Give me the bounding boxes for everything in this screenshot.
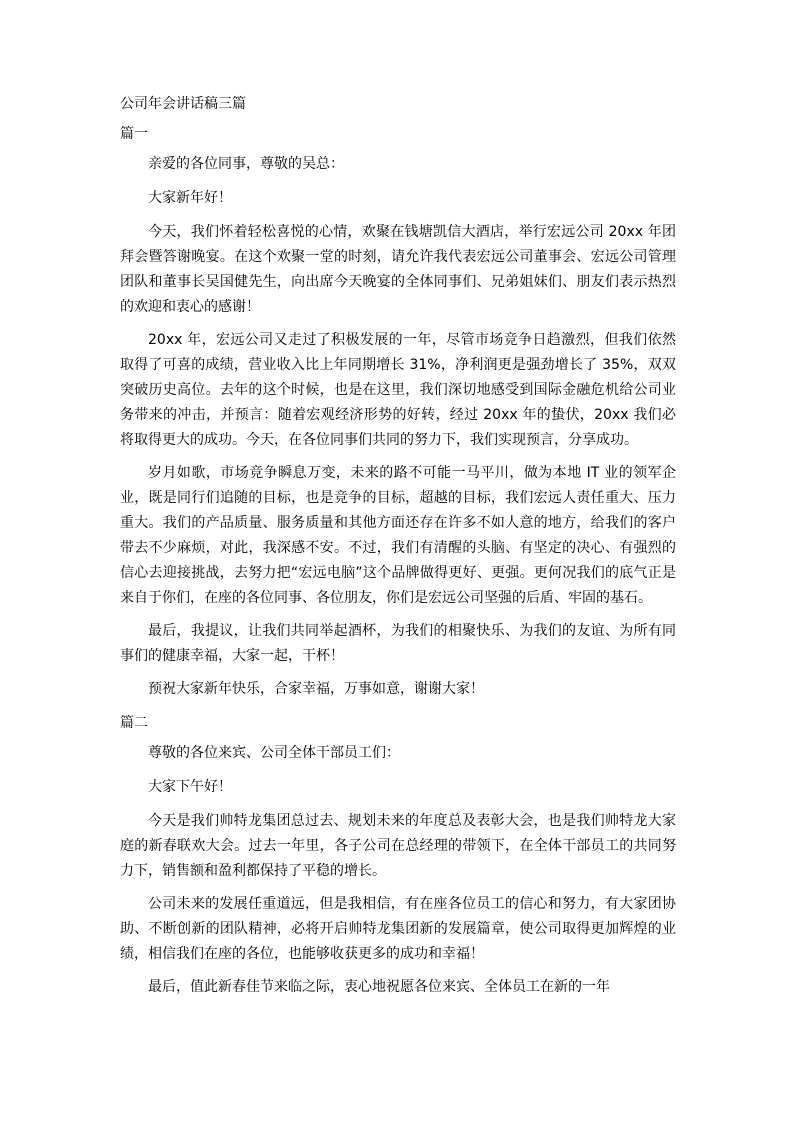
section-1-new-year-greeting: 大家新年好！ — [148, 190, 232, 206]
section-1-greeting: 亲爱的各位同事，尊敬的吴总： — [148, 156, 344, 172]
section-1-paragraph-challenges: 岁月如歌，市场竞争瞬息万变，未来的路不可能一马平川，做为本地 IT 业的领军企业，既是同行们追随的目标，也是竞争的目标，超越的目标，我们宏远人责任重大、压力重大。我们的产品质量、服务质量和其他方面还存在许多不如人意的地方，给我们的客户带去不少麻烦，对此，我深感不安。不过，我们有清醒的头脑、有坚定的决心、有强烈的信心去迎接挑战，去努力把“宏远电脑”这个品牌做得更好、更强。更何况我们的底气正是来自于你们，在座的各位同事、各位朋友，你们是宏远公司坚强的后盾、牢固的基石。 — [120, 465, 676, 606]
section-1-paragraph-toast: 最后，我提议，让我们共同举起酒杯，为我们的相聚快乐、为我们的友谊、为所有同事们的健康幸福，大家一起，干杯！ — [120, 623, 676, 664]
section-1-paragraph-welcome: 今天，我们怀着轻松喜悦的心情，欢聚在钱塘凯信大酒店，举行宏远公司 20xx 年团拜会暨答谢晚宴。在这个欢聚一堂的时刻，请允许我代表宏远公司董事会、宏远公司管理团队和董事长吴国健先生，向出席今天晚宴的全体同事们、兄弟姐妹们、朋友们表示热烈的欢迎和衷心的感谢！ — [120, 224, 676, 315]
section-2-paragraph-future: 公司未来的发展任重道远，但是我相信，有在座各位员工的信心和努力，有大家团协助、不断创新的团队精神，必将开启帅特龙集团新的发展篇章，使公司取得更加辉煌的业绩，相信我们在座的各位，也能够收获更多的成功和幸福！ — [120, 896, 676, 962]
section-2-greeting: 尊敬的各位来宾、公司全体干部员工们： — [148, 745, 400, 761]
section-1-paragraph-closing: 预祝大家新年快乐，合家幸福，万事如意，谢谢大家！ — [148, 681, 484, 697]
section-1 — [120, 122, 676, 702]
section-2-paragraph-review: 今天是我们帅特龙集团总过去、规划未来的年度总及表彰大会，也是我们帅特龙大家庭的新春联欢大会。过去一年里，各子公司在总经理的带领下，在全体干部员工的共同努力下，销售额和盈利都保持了平稳的增长。 — [120, 813, 676, 879]
section-2 — [120, 711, 676, 1000]
document-title: 公司年会讲话稿三篇 — [120, 96, 246, 112]
document-page — [120, 92, 676, 1008]
section-2-heading: 篇二 — [120, 715, 148, 731]
section-1-paragraph-performance: 20xx 年，宏远公司又走过了积极发展的一年，尽管市场竞争日趋激烈，但我们依然取得了可喜的成绩，营业收入比上年同期增长 31%，净利润更是强劲增长了 35%，双双突破历史高位。去年的这个时候，也是在这里，我们深切地感受到国际金融危机给公司业务带来的冲击，并预言：随着宏观经济形势的好转，经过 20xx 年的蛰伏，20xx 我们必将取得更大的成功。今天，在各位同事们共同的努力下，我们实现预言，分享成功。 — [120, 332, 676, 448]
section-2-paragraph-final: 最后，值此新春佳节来临之际，衷心地祝愿各位来宾、全体员工在新的一年 — [148, 979, 610, 995]
section-2-afternoon-greeting: 大家下午好！ — [148, 779, 232, 795]
section-1-heading: 篇一 — [120, 126, 148, 142]
